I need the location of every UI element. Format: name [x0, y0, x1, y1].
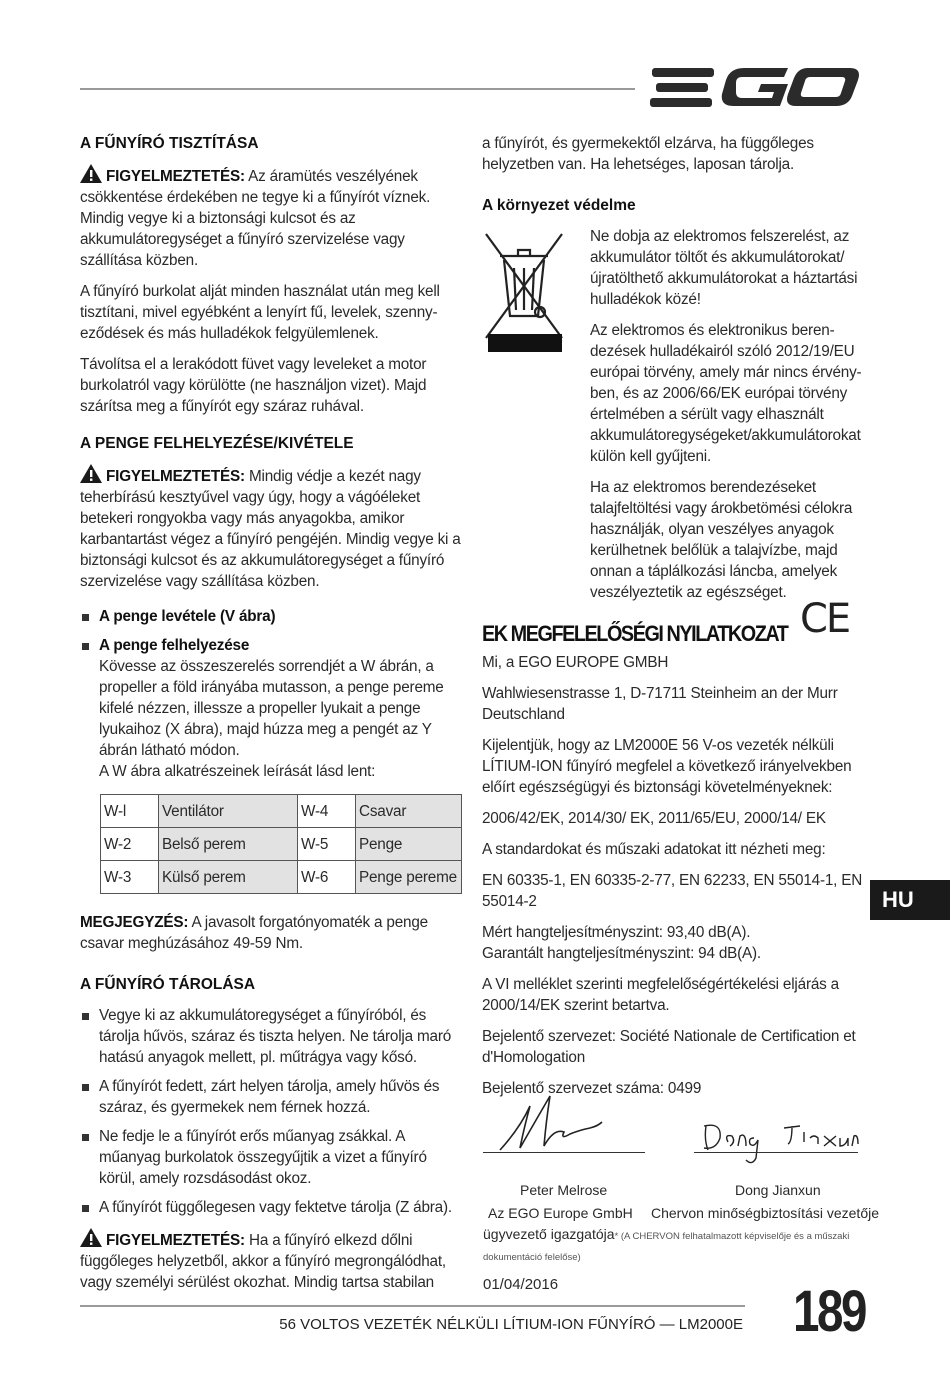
- environment-heading: A környezet védelme: [482, 197, 636, 214]
- standards: EN 60335-1, EN 60335-2-77, EN 62233, EN 55014-1, EN 55014-2: [482, 872, 863, 910]
- blade-warning: [80, 464, 465, 592]
- notified-body: Bejelentő szervezet: Société Nationale de Certification et d'Homologation: [482, 1028, 856, 1066]
- cleaning-paragraph-1: A fűnyíró burkolat alját minden használat után meg kell tisztítani, mivel egyébként a lenyírt fű, levelek, szenny-eződések és más hulladékok felgyülemlenek.: [80, 283, 440, 342]
- table-cell: W-4: [298, 795, 356, 828]
- address: Wahlwiesenstrasse 1, D-71711 Steinheim an der Murr Deutschland: [482, 685, 838, 723]
- signer-2-name: Dong Jianxun: [735, 1182, 821, 1198]
- declaration: Kijelentjük, hogy az LM2000E 56 V-os vezeték nélküli LÍTIUM-ION fűnyíró megfelel a következő irányelvekben előírt egészségügyi és biztonsági követelményeknek:: [482, 737, 852, 796]
- note: [80, 912, 465, 954]
- ce-mark: CE: [800, 596, 850, 642]
- blade-heading: A PENGE FELHELYEZÉSE/KIVÉTELE: [80, 435, 354, 452]
- step-title: A penge felhelyezése: [99, 637, 250, 654]
- warning-icon: [80, 1228, 102, 1247]
- ek-header: [482, 596, 864, 646]
- warning-icon: [80, 464, 102, 483]
- warning-text: Mindig védje a kezét nagy teherbírású kesztyűvel vagy úgy, hogy a vágóéleket betekeri rongyokba vagy más anyagokba, amikor karbantartást végez a fűnyíró pengéjén. Mindig vegye ki a biztonsági kulcsot és az akkumulátoregységet a fűnyíró szervizelése vagy szállítása közben.: [80, 468, 461, 590]
- environment-paragraph-2: Az elektromos és elektronikus beren-dezések hulladékairól szóló 2012/19/EU európai törvény, amely már nincs érvény-ben, és az 2006/66/EK európai törvény értelmében a sérült vagy elhasznált akkumulátoregységeket/akkumulátorokat külön kell gyűjteni.: [590, 322, 862, 465]
- table-row: [101, 861, 462, 894]
- list-item: Vegye ki az akkumulátoregységet a fűnyíróból, és tárolja hűvös, száraz és tiszta helyen. Ne tárolja maró hatású anyagok mellett, pl. műtrágya vagy kősó.: [80, 1005, 465, 1068]
- environment-text: [590, 226, 864, 613]
- warning-icon: [80, 164, 102, 183]
- note-text: A javasolt forgatónyomaték a penge csavar meghúzásához 49-59 Nm.: [80, 914, 428, 952]
- ek-title: EK MEGFELELŐSÉGI NYILATKOZAT: [482, 621, 788, 646]
- storage-warning: [80, 1228, 465, 1293]
- table-cell: W-3: [101, 861, 159, 894]
- table-cell: W-2: [101, 828, 159, 861]
- table-cell: Csavar: [356, 795, 462, 828]
- table-cell: Penge pereme: [356, 861, 462, 894]
- procedure: A VI melléklet szerinti megfelelőségértékelési eljárás a 2000/14/EK szerint betartva.: [482, 976, 839, 1014]
- header-rule: [80, 88, 635, 90]
- signature-melrose: [490, 1088, 620, 1158]
- language-tab: HU: [870, 880, 950, 920]
- table-cell: Belső perem: [159, 828, 298, 861]
- signature-line: [483, 1152, 645, 1153]
- table-cell: W-l: [101, 795, 159, 828]
- footer-text: 56 VOLTOS VEZETÉK NÉLKÜLI LÍTIUM-ION FŰNYÍRÓ — LM2000E: [279, 1316, 743, 1333]
- warning-text: Az áramütés veszélyének csökkentése érdekében ne tegye ki a fűnyírót víznek. Mindig vegye ki a biztonsági kulcsot és az akkumulátoregységet a fűnyíró szervizelése vagy szállítása közben.: [80, 168, 431, 269]
- table-cell: Penge: [356, 828, 462, 861]
- signature-dong: [700, 1112, 860, 1172]
- signature-line: [694, 1152, 858, 1153]
- notified-body-number: Bejelentő szervezet száma: 0499: [482, 1080, 702, 1097]
- storage-continued: a fűnyírót, és gyermekektől elzárva, ha függőleges helyzetben van. Ha lehetséges, laposan tárolja.: [482, 135, 814, 173]
- warning-label: FIGYELMEZTETÉS:: [106, 1232, 245, 1249]
- standards-intro: A standardokat és műszaki adatokat itt nézheti meg:: [482, 841, 826, 858]
- sound-guaranteed: Garantált hangteljesítményszint: 94 dB(A).: [482, 945, 761, 962]
- signer-1-role: [483, 1225, 853, 1267]
- warning-text: Ha a fűnyíró elkezd dőlni függőleges helyzetből, akkor a fűnyíró megrongálódhat, vagy személyi sérülést okozhat. Mindig tartsa stabilan: [80, 1232, 446, 1291]
- table-cell: W-5: [298, 828, 356, 861]
- list-item: A penge levétele (V ábra): [80, 606, 465, 627]
- parts-table: [100, 794, 462, 894]
- environment-paragraph-3: Ha az elektromos berendezéseket talajfeltöltési vagy árokbetömési célokra használják, olyan veszélyes anyagok kerülhetnek belőlük a talajvízbe, majd onnan a táplálkozási láncba, amelyek veszélyeztetik az egészséget.: [590, 479, 853, 601]
- directives: 2006/42/EK, 2014/30/ EK, 2011/65/EU, 2000/14/ EK: [482, 810, 826, 827]
- left-column: [80, 133, 465, 1303]
- table-cell: Ventilátor: [159, 795, 298, 828]
- storage-heading: A FŰNYÍRÓ TÁROLÁSA: [80, 976, 256, 993]
- list-item: Ne fedje le a fűnyírót erős műanyag zsákkal. A műanyag burkolatok összegyűjtik a vizet a fűnyíró körül, amely rozsdásodást okoz.: [80, 1126, 465, 1189]
- footer-rule: [80, 1305, 745, 1307]
- right-column: [482, 133, 864, 1109]
- signer-1-note: * (A CHERVON felhatalmazott képviselője és a műszaki dokumentáció felelőse): [483, 1231, 850, 1263]
- weee-symbol-wrap: [482, 226, 590, 613]
- environment-paragraph-1: Ne dobja az elektromos felszerelést, az akkumulátor töltőt és akkumulátorokat/ újratölthető akkumulátorokat a háztartási hulladékok közé!: [590, 228, 858, 308]
- table-row: [101, 828, 462, 861]
- list-item: A fűnyírót függőlegesen vagy fektetve tárolja (Z ábra).: [80, 1197, 465, 1218]
- sound-measured: Mért hangteljesítményszint: 93,40 dB(A).: [482, 924, 751, 941]
- storage-list: [80, 1005, 465, 1218]
- list-item: A fűnyírót fedett, zárt helyen tárolja, amely hűvös és száraz, és gyermekek nem férnek hozzá.: [80, 1076, 465, 1118]
- note-label: MEGJEGYZÉS:: [80, 914, 189, 931]
- signer-1-title: ügyvezető igazgatója: [483, 1226, 615, 1242]
- warning-label: FIGYELMEZTETÉS:: [106, 168, 245, 185]
- blade-steps: [80, 606, 465, 782]
- signer-1-org: Az EGO Europe GmbH: [488, 1205, 633, 1221]
- company: Mi, a EGO EUROPE GMBH: [482, 654, 669, 671]
- list-item: [80, 635, 465, 782]
- cleaning-warning: [80, 164, 465, 271]
- signer-1-name: Peter Melrose: [520, 1182, 608, 1198]
- cleaning-heading: A FŰNYÍRÓ TISZTÍTÁSA: [80, 135, 259, 152]
- table-row: [101, 795, 462, 828]
- crossed-bin-icon: [482, 226, 566, 354]
- table-cell: W-6: [298, 861, 356, 894]
- ego-logo: [650, 62, 862, 114]
- warning-label: FIGYELMEZTETÉS:: [106, 468, 245, 485]
- step-text-2: A W ábra alkatrészeinek leírását lásd lent:: [99, 763, 376, 780]
- signer-2-role: Chervon minőségbiztosítási vezetője: [651, 1205, 880, 1221]
- sound-levels: [482, 922, 864, 964]
- step-text: Kövesse az összeszerelés sorrendjét a W ábrán, a propeller a föld irányába mutasson, a penge pereme kifelé nézzen, illessze a propeller lyukait a penge lyukaihoz (X ábra), majd húzza meg a pengét az Y ábrán látható módon.: [99, 658, 444, 759]
- date: 01/04/2016: [483, 1276, 559, 1293]
- environment-block: [482, 226, 864, 613]
- cleaning-paragraph-2: Távolítsa el a lerakódott füvet vagy leveleket a motor burkolatról vagy körülötte (ne használjon vizet). Majd szárítsa meg a fűnyírót egy száraz ruhával.: [80, 356, 427, 415]
- table-cell: Külső perem: [159, 861, 298, 894]
- page-number: 189: [793, 1279, 865, 1344]
